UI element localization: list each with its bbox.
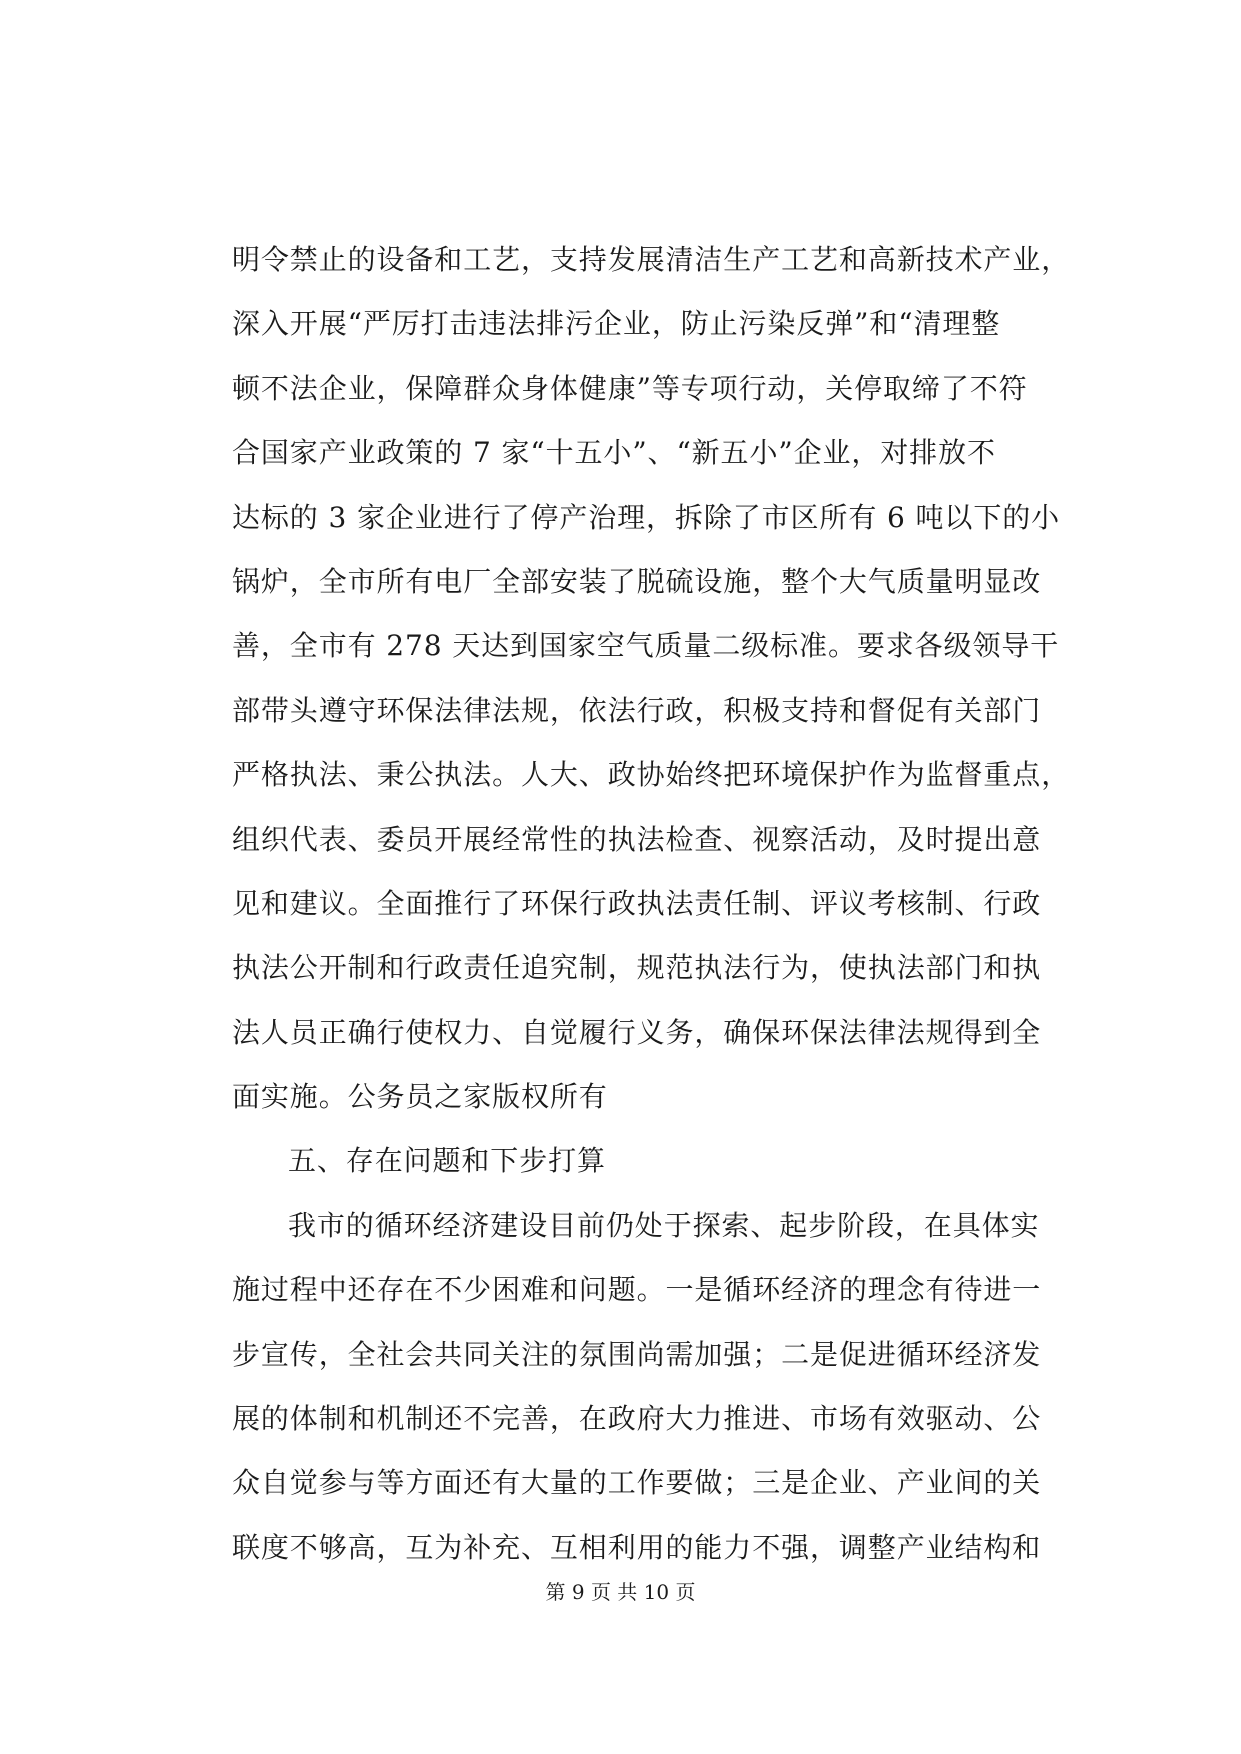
text-line: 顿不法企业，保障群众身体健康”等专项行动，关停取缔了不符: [232, 371, 1028, 405]
text-line: 达标的 3 家企业进行了停产治理，拆除了市区所有 6 吨以下的小: [232, 500, 1061, 534]
text-line: 众自觉参与等方面还有大量的工作要做；三是企业、产业间的关: [232, 1466, 1042, 1500]
text-line: 展的体制和机制还不完善，在政府大力推进、市场有效驱动、公: [232, 1402, 1042, 1436]
text-line: 合国家产业政策的 7 家“十五小”、“新五小”企业，对排放不: [232, 436, 996, 470]
text-line: 执法公开制和行政责任追究制，规范执法行为，使执法部门和执: [232, 951, 1042, 985]
text-line: 组织代表、委员开展经常性的执法检查、视察活动，及时提出意: [232, 822, 1042, 856]
text-line: 严格执法、秉公执法。人大、政协始终把环境保护作为监督重点，: [232, 758, 1071, 792]
text-line: 施过程中还存在不少困难和问题。一是循环经济的理念有待进一: [232, 1273, 1042, 1307]
text-line: 深入开展“严厉打击违法排污企业，防止污染反弹”和“清理整: [232, 307, 1001, 341]
text-line: 面实施。公务员之家版权所有: [232, 1080, 608, 1114]
page-number-footer: 第 9 页 共 10 页: [545, 1580, 696, 1604]
text-line: 锅炉，全市所有电厂全部安装了脱硫设施，整个大气质量明显改: [232, 564, 1042, 598]
text-line: 我市的循环经济建设目前仍处于探索、起步阶段，在具体实: [288, 1208, 1040, 1242]
text-line: 明令禁止的设备和工艺，支持发展清洁生产工艺和高新技术产业，: [232, 243, 1071, 276]
text-line: 部带头遵守环保法律法规，依法行政，积极支持和督促有关部门: [232, 693, 1042, 727]
text-line: 见和建议。全面推行了环保行政执法责任制、评议考核制、行政: [232, 886, 1042, 920]
text-line: 法人员正确行使权力、自觉履行义务，确保环保法律法规得到全: [232, 1015, 1042, 1049]
text-line: 联度不够高，互为补充、互相利用的能力不强，调整产业结构和: [232, 1530, 1042, 1564]
text-line: 步宣传，全社会共同关注的氛围尚需加强；二是促进循环经济发: [232, 1337, 1042, 1371]
document-body: [232, 228, 1092, 1580]
section-heading: 五、存在问题和下步打算: [288, 1144, 606, 1178]
text-line: 善，全市有 278 天达到国家空气质量二级标准。要求各级领导干: [232, 629, 1060, 663]
